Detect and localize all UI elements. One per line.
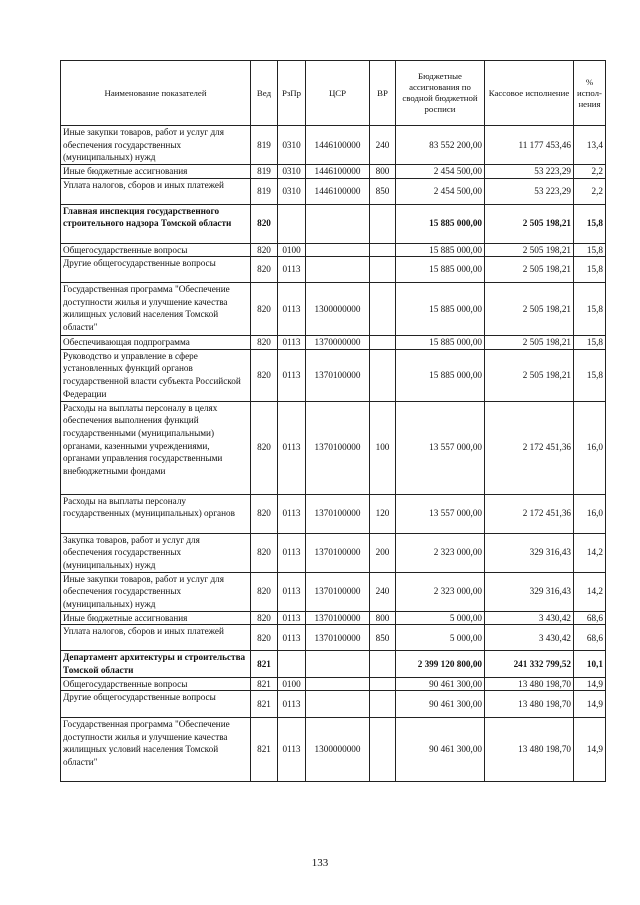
table-cell-rzpr: 0310: [278, 178, 306, 204]
table-cell-name: Уплата налогов, сборов и иных платежей: [61, 625, 251, 651]
table-cell-ved: 820: [251, 625, 278, 651]
table-header-row: [61, 61, 606, 126]
table-cell-ved: 820: [251, 533, 278, 572]
table-cell-cash: 329 316,43: [485, 572, 574, 611]
table-row: [61, 257, 606, 283]
table-cell-csr: 1446100000: [306, 165, 370, 179]
table-cell-pct: 13,4: [574, 126, 606, 165]
table-cell-name: Расходы на выплаты персоналу государственных (муниципальных) органов: [61, 494, 251, 533]
header-vr: ВР: [370, 61, 396, 126]
table-cell-pct: 15,8: [574, 349, 606, 401]
table-cell-budget: 2 323 000,00: [396, 572, 485, 611]
table-row: [61, 178, 606, 204]
table-cell-csr: 1370100000: [306, 625, 370, 651]
table-cell-cash: 241 332 799,52: [485, 651, 574, 677]
table-cell-name: Общегосударственные вопросы: [61, 243, 251, 257]
table-cell-budget: 13 557 000,00: [396, 401, 485, 494]
table-cell-rzpr: 0113: [278, 349, 306, 401]
table-cell-budget: 15 885 000,00: [396, 257, 485, 283]
table-cell-csr: [306, 691, 370, 718]
table-cell-rzpr: 0113: [278, 401, 306, 494]
table-cell-name: Государственная программа "Обеспечение доступности жилья и улучшение качества жилищных условий населения Томской области": [61, 718, 251, 782]
table-cell-cash: 11 177 453,46: [485, 126, 574, 165]
table-cell-budget: 15 885 000,00: [396, 204, 485, 243]
header-name: Наименование показателей: [61, 61, 251, 126]
table-cell-rzpr: 0113: [278, 718, 306, 782]
table-cell-vr: 200: [370, 533, 396, 572]
table-cell-vr: 850: [370, 625, 396, 651]
table-cell-cash: 2 172 451,36: [485, 401, 574, 494]
table-cell-csr: 1300000000: [306, 283, 370, 336]
table-row: [61, 243, 606, 257]
table-row: [61, 336, 606, 350]
table-cell-ved: 821: [251, 691, 278, 718]
table-cell-vr: 850: [370, 178, 396, 204]
table-cell-ved: 820: [251, 257, 278, 283]
table-cell-rzpr: 0113: [278, 494, 306, 533]
table-cell-rzpr: 0113: [278, 611, 306, 625]
table-cell-vr: [370, 204, 396, 243]
table-cell-ved: 821: [251, 651, 278, 677]
table-row: [61, 165, 606, 179]
table-cell-csr: [306, 257, 370, 283]
table-cell-ved: 820: [251, 611, 278, 625]
table-row: [61, 718, 606, 782]
table-cell-pct: 14,9: [574, 718, 606, 782]
table-cell-rzpr: 0310: [278, 165, 306, 179]
table-cell-vr: 240: [370, 572, 396, 611]
table-cell-name: Департамент архитектуры и строительства Томской области: [61, 651, 251, 677]
table-cell-budget: 5 000,00: [396, 625, 485, 651]
table-row: [61, 533, 606, 572]
table-row: [61, 611, 606, 625]
table-cell-pct: 15,8: [574, 257, 606, 283]
table-cell-csr: 1370100000: [306, 349, 370, 401]
table-row: [61, 651, 606, 677]
table-cell-csr: 1370000000: [306, 336, 370, 350]
table-cell-rzpr: 0113: [278, 691, 306, 718]
table-cell-csr: 1300000000: [306, 718, 370, 782]
table-cell-ved: 821: [251, 718, 278, 782]
table-row: [61, 401, 606, 494]
table-cell-budget: 5 000,00: [396, 611, 485, 625]
table-cell-budget: 15 885 000,00: [396, 243, 485, 257]
table-cell-vr: 100: [370, 401, 396, 494]
table-cell-csr: 1446100000: [306, 126, 370, 165]
table-cell-ved: 819: [251, 165, 278, 179]
table-cell-cash: 53 223,29: [485, 178, 574, 204]
table-cell-cash: 2 505 198,21: [485, 204, 574, 243]
table-row: [61, 677, 606, 691]
table-cell-name: Иные закупки товаров, работ и услуг для обеспечения государственных (муниципальных) нужд: [61, 572, 251, 611]
table-cell-pct: 2,2: [574, 178, 606, 204]
table-row: [61, 349, 606, 401]
table-cell-budget: 90 461 300,00: [396, 691, 485, 718]
table-row: [61, 625, 606, 651]
table-cell-pct: 14,2: [574, 533, 606, 572]
table-cell-budget: 15 885 000,00: [396, 336, 485, 350]
table-cell-csr: [306, 204, 370, 243]
table-cell-name: Другие общегосударственные вопросы: [61, 691, 251, 718]
table-cell-vr: 120: [370, 494, 396, 533]
table-cell-rzpr: 0100: [278, 677, 306, 691]
table-cell-budget: 15 885 000,00: [396, 283, 485, 336]
table-cell-ved: 820: [251, 494, 278, 533]
table-cell-cash: 329 316,43: [485, 533, 574, 572]
header-pct: % испол-нения: [574, 61, 606, 126]
header-cash: Кассовое исполнение: [485, 61, 574, 126]
table-cell-csr: 1370100000: [306, 494, 370, 533]
table-cell-cash: 2 505 198,21: [485, 243, 574, 257]
table-cell-cash: 2 505 198,21: [485, 283, 574, 336]
table-cell-budget: 2 323 000,00: [396, 533, 485, 572]
table-cell-budget: 15 885 000,00: [396, 349, 485, 401]
table-row: [61, 494, 606, 533]
budget-execution-table: [60, 60, 606, 782]
table-cell-pct: 14,9: [574, 691, 606, 718]
table-cell-budget: 13 557 000,00: [396, 494, 485, 533]
table-cell-ved: 820: [251, 283, 278, 336]
table-cell-rzpr: 0113: [278, 572, 306, 611]
budget-table-sheet: [60, 60, 605, 782]
table-cell-name: Руководство и управление в сфере установленных функций органов государственной власти субъекта Российской Федерации: [61, 349, 251, 401]
table-cell-name: Иные бюджетные ассигнования: [61, 611, 251, 625]
table-cell-rzpr: 0100: [278, 243, 306, 257]
table-cell-cash: 2 172 451,36: [485, 494, 574, 533]
header-ved: Вед: [251, 61, 278, 126]
table-cell-pct: 68,6: [574, 611, 606, 625]
table-cell-name: Иные закупки товаров, работ и услуг для обеспечения государственных (муниципальных) нужд: [61, 126, 251, 165]
table-cell-csr: [306, 651, 370, 677]
table-cell-budget: 2 454 500,00: [396, 165, 485, 179]
table-cell-name: Главная инспекция государственного строительного надзора Томской области: [61, 204, 251, 243]
table-cell-cash: 3 430,42: [485, 611, 574, 625]
header-budget: Бюджетные ассигнования по сводной бюджетной росписи: [396, 61, 485, 126]
table-cell-pct: 14,2: [574, 572, 606, 611]
table-cell-pct: 16,0: [574, 494, 606, 533]
table-cell-vr: [370, 651, 396, 677]
table-cell-pct: 16,0: [574, 401, 606, 494]
table-cell-csr: 1370100000: [306, 572, 370, 611]
table-cell-vr: [370, 283, 396, 336]
page-number: 133: [311, 857, 329, 869]
table-cell-rzpr: 0310: [278, 126, 306, 165]
table-cell-csr: 1446100000: [306, 178, 370, 204]
table-cell-ved: 820: [251, 349, 278, 401]
table-cell-cash: 13 480 198,70: [485, 691, 574, 718]
table-cell-rzpr: 0113: [278, 257, 306, 283]
table-cell-rzpr: [278, 651, 306, 677]
table-cell-rzpr: [278, 204, 306, 243]
table-cell-vr: 800: [370, 611, 396, 625]
table-cell-pct: 14,9: [574, 677, 606, 691]
table-cell-name: Иные бюджетные ассигнования: [61, 165, 251, 179]
table-cell-name: Общегосударственные вопросы: [61, 677, 251, 691]
table-cell-csr: 1370100000: [306, 611, 370, 625]
table-row: [61, 572, 606, 611]
table-cell-name: Закупка товаров, работ и услуг для обеспечения государственных (муниципальных) нужд: [61, 533, 251, 572]
table-cell-cash: 13 480 198,70: [485, 718, 574, 782]
table-cell-name: Уплата налогов, сборов и иных платежей: [61, 178, 251, 204]
table-cell-cash: 3 430,42: [485, 625, 574, 651]
table-cell-cash: 13 480 198,70: [485, 677, 574, 691]
table-cell-pct: 15,8: [574, 336, 606, 350]
table-cell-vr: [370, 243, 396, 257]
table-cell-ved: 820: [251, 401, 278, 494]
table-cell-rzpr: 0113: [278, 283, 306, 336]
table-cell-ved: 820: [251, 336, 278, 350]
table-cell-vr: [370, 691, 396, 718]
table-cell-ved: 820: [251, 204, 278, 243]
table-cell-name: Расходы на выплаты персоналу в целях обеспечения выполнения функций государственными (муниципальными) органами, казенными учреждениями, органами управления государственными внебюджетными фондами: [61, 401, 251, 494]
table-row: [61, 126, 606, 165]
header-rzpr: РзПр: [278, 61, 306, 126]
table-cell-ved: 819: [251, 126, 278, 165]
table-row: [61, 691, 606, 718]
table-cell-csr: [306, 677, 370, 691]
table-cell-budget: 90 461 300,00: [396, 718, 485, 782]
table-cell-budget: 83 552 200,00: [396, 126, 485, 165]
table-cell-ved: 821: [251, 677, 278, 691]
table-cell-pct: 68,6: [574, 625, 606, 651]
table-cell-cash: 53 223,29: [485, 165, 574, 179]
table-cell-csr: 1370100000: [306, 401, 370, 494]
table-cell-vr: [370, 718, 396, 782]
table-cell-ved: 820: [251, 243, 278, 257]
table-cell-csr: 1370100000: [306, 533, 370, 572]
table-cell-pct: 15,8: [574, 204, 606, 243]
table-cell-vr: 240: [370, 126, 396, 165]
table-cell-ved: 819: [251, 178, 278, 204]
header-csr: ЦСР: [306, 61, 370, 126]
table-cell-pct: 2,2: [574, 165, 606, 179]
table-cell-pct: 10,1: [574, 651, 606, 677]
table-cell-cash: 2 505 198,21: [485, 336, 574, 350]
table-cell-cash: 2 505 198,21: [485, 349, 574, 401]
table-cell-rzpr: 0113: [278, 336, 306, 350]
table-cell-vr: [370, 349, 396, 401]
table-cell-vr: [370, 336, 396, 350]
table-row: [61, 204, 606, 243]
table-cell-vr: [370, 677, 396, 691]
table-cell-rzpr: 0113: [278, 625, 306, 651]
table-cell-pct: 15,8: [574, 283, 606, 336]
table-cell-cash: 2 505 198,21: [485, 257, 574, 283]
table-cell-rzpr: 0113: [278, 533, 306, 572]
table-cell-budget: 2 454 500,00: [396, 178, 485, 204]
table-cell-name: Обеспечивающая подпрограмма: [61, 336, 251, 350]
table-cell-csr: [306, 243, 370, 257]
table-cell-vr: [370, 257, 396, 283]
table-cell-pct: 15,8: [574, 243, 606, 257]
table-cell-budget: 90 461 300,00: [396, 677, 485, 691]
table-cell-name: Государственная программа "Обеспечение доступности жилья и улучшение качества жилищных условий населения Томской области": [61, 283, 251, 336]
table-cell-vr: 800: [370, 165, 396, 179]
table-cell-budget: 2 399 120 800,00: [396, 651, 485, 677]
table-row: [61, 283, 606, 336]
table-cell-ved: 820: [251, 572, 278, 611]
table-cell-name: Другие общегосударственные вопросы: [61, 257, 251, 283]
